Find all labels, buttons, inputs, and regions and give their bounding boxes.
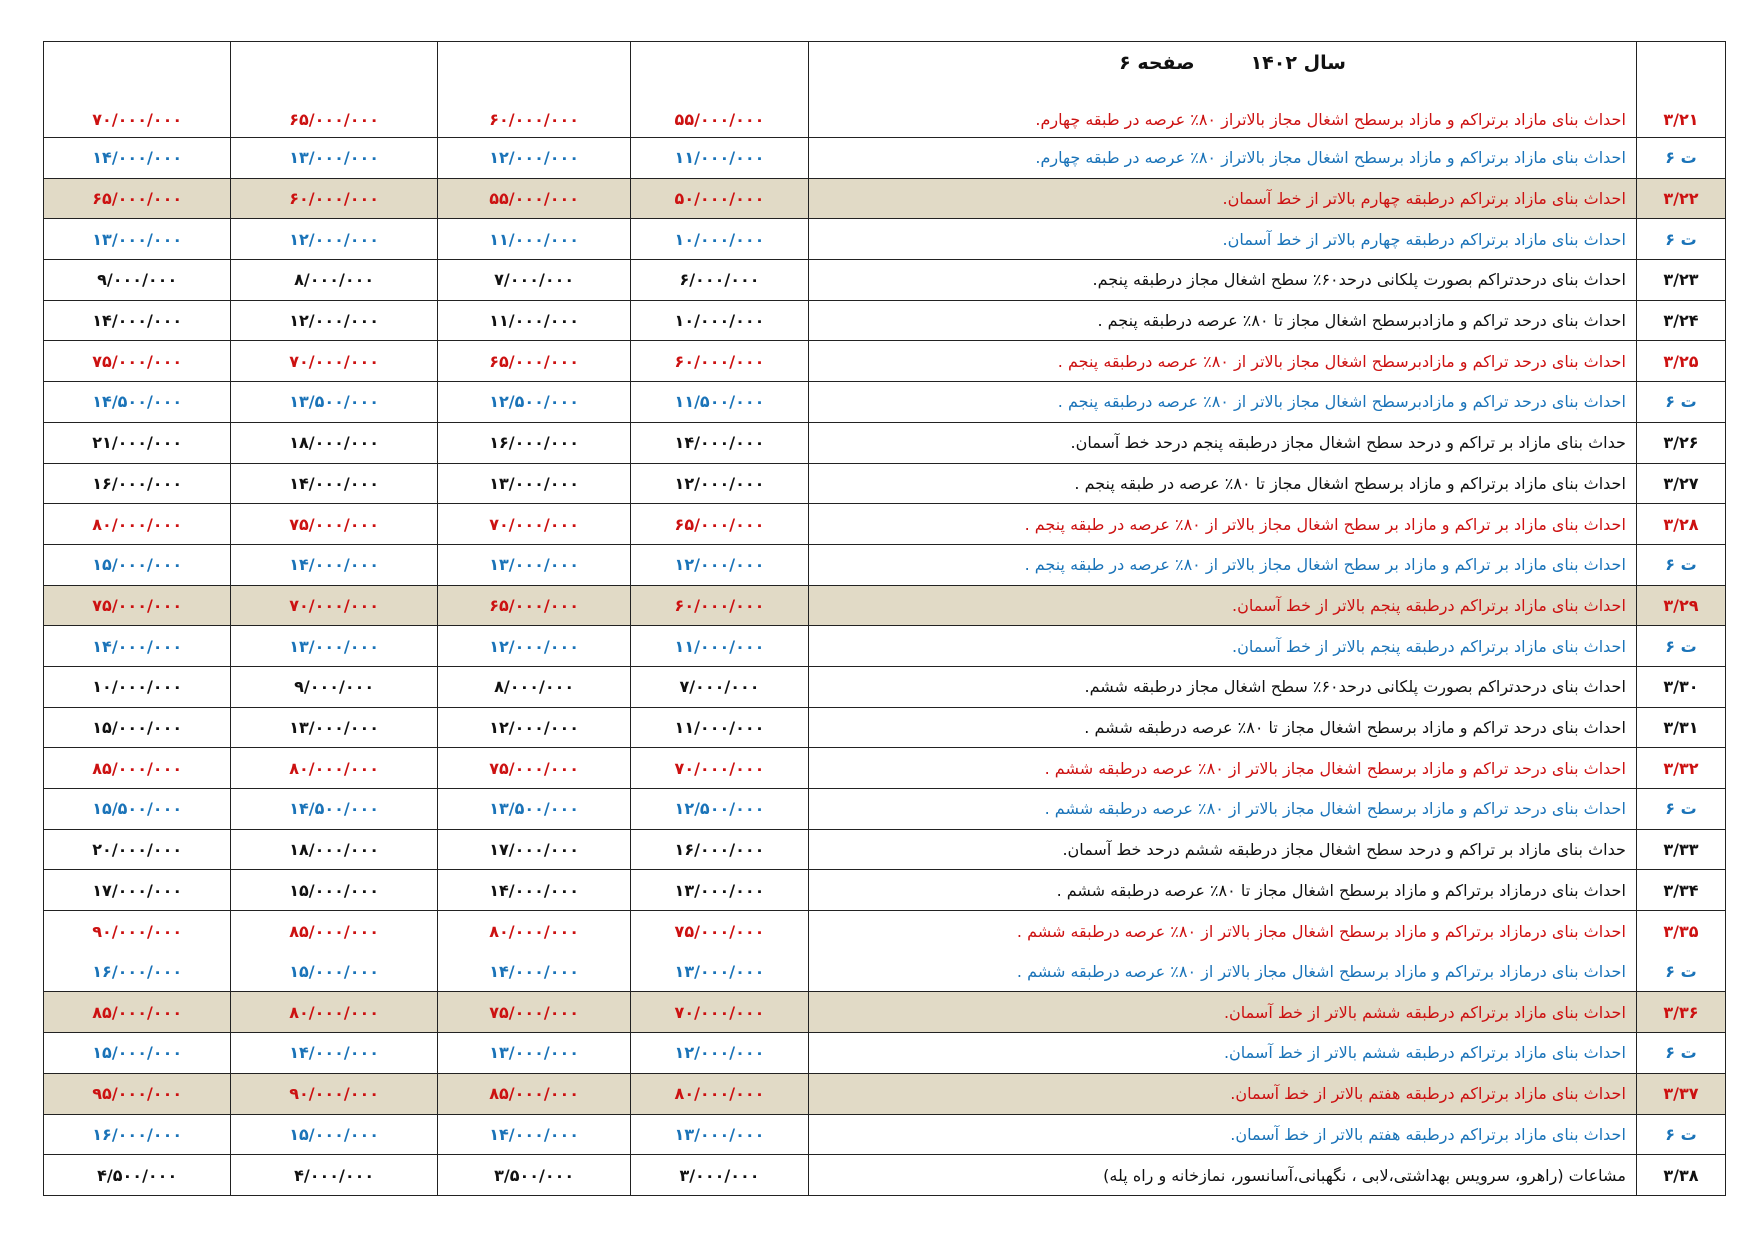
row-value-1: ۱۲/۰۰۰/۰۰۰ — [631, 463, 808, 504]
table-row — [44, 138, 1726, 179]
table-row — [44, 219, 1726, 260]
row-value-4: ۷۰/۰۰۰/۰۰۰ — [44, 42, 231, 138]
row-value-2: ۷۵/۰۰۰/۰۰۰ — [437, 992, 630, 1033]
row-code: ۳/۲۵ — [1636, 341, 1725, 382]
row-value-2: ۱۳/۰۰۰/۰۰۰ — [437, 1033, 630, 1074]
row-value-1: ۸۰/۰۰۰/۰۰۰ — [631, 1073, 808, 1114]
row-code: ۳/۳۶ — [1636, 992, 1725, 1033]
row-value-1: ۱۳/۰۰۰/۰۰۰ — [631, 870, 808, 911]
row-value-4: ۱۶/۰۰۰/۰۰۰ — [44, 951, 231, 992]
row-value-3: ۸۵/۰۰۰/۰۰۰ — [231, 911, 438, 952]
row-description: حداث بنای مازاد بر تراکم و درحد سطح اشغال مجاز درطبقه پنجم درحد خط آسمان. — [808, 422, 1636, 463]
row-code: ۳/۲۹ — [1636, 585, 1725, 626]
row-value-2: ۱۲/۰۰۰/۰۰۰ — [437, 138, 630, 179]
row-value-1: ۱۱/۰۰۰/۰۰۰ — [631, 707, 808, 748]
row-code: ۳/۲۳ — [1636, 260, 1725, 301]
row-value-1: ۱۱/۵۰۰/۰۰۰ — [631, 382, 808, 423]
row-description-text: احداث بنای مازاد برتراکم و مازاد برسطح اشغال مجاز بالاتراز ۸۰٪ عرصه در طبقه چهارم. — [1035, 110, 1626, 129]
row-value-2: ۷۰/۰۰۰/۰۰۰ — [437, 504, 630, 545]
row-description: احداث بنای درحدتراکم بصورت پلکانی درحد۶۰٪ سطح اشغال مجاز درطبقه پنجم. — [808, 260, 1636, 301]
table-row — [44, 911, 1726, 952]
row-value-2: ۸/۰۰۰/۰۰۰ — [437, 666, 630, 707]
row-value-2: ۵۵/۰۰۰/۰۰۰ — [437, 178, 630, 219]
row-value-1: ۳/۰۰۰/۰۰۰ — [631, 1155, 808, 1196]
row-value-1: ۱۲/۵۰۰/۰۰۰ — [631, 789, 808, 830]
row-code: ت ۶ — [1636, 789, 1725, 830]
row-code: ۳/۲۲ — [1636, 178, 1725, 219]
table-row — [44, 1073, 1726, 1114]
row-value-4: ۲۱/۰۰۰/۰۰۰ — [44, 422, 231, 463]
row-description: احداث بنای درمازاد برتراکم و مازاد برسطح اشغال مجاز بالاتر از ۸۰٪ عرصه درطبقه ششم . — [808, 951, 1636, 992]
row-value-4: ۱۷/۰۰۰/۰۰۰ — [44, 870, 231, 911]
tariff-table-body — [44, 42, 1726, 1196]
row-code: ۳/۲۷ — [1636, 463, 1725, 504]
row-description — [808, 42, 1636, 138]
row-code: ۳/۳۰ — [1636, 666, 1725, 707]
row-value-3: ۷۵/۰۰۰/۰۰۰ — [231, 504, 438, 545]
year-label: سال ۱۴۰۲ — [1250, 52, 1346, 74]
row-value-3: ۱۴/۵۰۰/۰۰۰ — [231, 789, 438, 830]
row-description: احداث بنای مازاد بر تراکم و مازاد بر سطح اشغال مجاز بالاتر از ۸۰٪ عرصه در طبقه پنجم . — [808, 504, 1636, 545]
row-value-2: ۶۰/۰۰۰/۰۰۰ — [437, 42, 630, 138]
row-value-2: ۱۲/۰۰۰/۰۰۰ — [437, 626, 630, 667]
page-number-label: صفحه ۶ — [1119, 52, 1195, 74]
row-code: ۳/۲۴ — [1636, 300, 1725, 341]
row-value-2: ۱۴/۰۰۰/۰۰۰ — [437, 951, 630, 992]
table-row — [44, 341, 1726, 382]
table-row — [44, 42, 1726, 138]
row-value-3: ۱۳/۰۰۰/۰۰۰ — [231, 707, 438, 748]
row-value-3: ۸/۰۰۰/۰۰۰ — [231, 260, 438, 301]
row-value-3: ۱۵/۰۰۰/۰۰۰ — [231, 951, 438, 992]
row-value-2: ۱۷/۰۰۰/۰۰۰ — [437, 829, 630, 870]
row-value-3: ۱۴/۰۰۰/۰۰۰ — [231, 463, 438, 504]
table-row — [44, 870, 1726, 911]
table-row — [44, 626, 1726, 667]
row-description: احداث بنای مازاد برتراکم و مازاد برسطح اشغال مجاز تا ۸۰٪ عرصه در طبقه پنجم . — [808, 463, 1636, 504]
row-value-1: ۱۳/۰۰۰/۰۰۰ — [631, 951, 808, 992]
row-value-4: ۱۰/۰۰۰/۰۰۰ — [44, 666, 231, 707]
table-row — [44, 1155, 1726, 1196]
row-value-4: ۱۴/۰۰۰/۰۰۰ — [44, 300, 231, 341]
row-value-4: ۱۶/۰۰۰/۰۰۰ — [44, 463, 231, 504]
row-value-3: ۱۵/۰۰۰/۰۰۰ — [231, 1114, 438, 1155]
table-row — [44, 748, 1726, 789]
row-value-3: ۱۳/۰۰۰/۰۰۰ — [231, 138, 438, 179]
row-value-2: ۱۳/۰۰۰/۰۰۰ — [437, 463, 630, 504]
row-code: ۳/۳۵ — [1636, 911, 1725, 952]
row-value-3: ۱۴/۰۰۰/۰۰۰ — [231, 544, 438, 585]
row-value-3: ۸۰/۰۰۰/۰۰۰ — [231, 992, 438, 1033]
row-value-3: ۱۵/۰۰۰/۰۰۰ — [231, 870, 438, 911]
page-header — [1119, 52, 1346, 74]
row-description: احداث بنای درحد تراکم و مازاد برسطح اشغال مجاز تا ۸۰٪ عرصه درطبقه ششم . — [808, 707, 1636, 748]
row-description: احداث بنای مازاد برتراکم درطبقه هفتم بالاتر از خط آسمان. — [808, 1073, 1636, 1114]
row-value-4: ۸۵/۰۰۰/۰۰۰ — [44, 748, 231, 789]
row-value-1: ۷۰/۰۰۰/۰۰۰ — [631, 748, 808, 789]
row-value-4: ۸۰/۰۰۰/۰۰۰ — [44, 504, 231, 545]
row-description: حداث بنای مازاد بر تراکم و درحد سطح اشغال مجاز درطبقه ششم درحد خط آسمان. — [808, 829, 1636, 870]
table-row — [44, 300, 1726, 341]
row-code: ت ۶ — [1636, 382, 1725, 423]
row-value-1: ۷۵/۰۰۰/۰۰۰ — [631, 911, 808, 952]
row-value-1: ۱۲/۰۰۰/۰۰۰ — [631, 544, 808, 585]
table-row — [44, 789, 1726, 830]
row-value-3: ۷۰/۰۰۰/۰۰۰ — [231, 585, 438, 626]
row-value-3: ۸۰/۰۰۰/۰۰۰ — [231, 748, 438, 789]
row-value-2: ۱۱/۰۰۰/۰۰۰ — [437, 219, 630, 260]
row-value-1: ۷۰/۰۰۰/۰۰۰ — [631, 992, 808, 1033]
row-code: ت ۶ — [1636, 219, 1725, 260]
table-row — [44, 992, 1726, 1033]
table-row — [44, 260, 1726, 301]
row-value-3: ۱۸/۰۰۰/۰۰۰ — [231, 829, 438, 870]
row-description: احداث بنای مازاد برتراکم درطبقه ششم بالاتر از خط آسمان. — [808, 1033, 1636, 1074]
row-value-3: ۷۰/۰۰۰/۰۰۰ — [231, 341, 438, 382]
table-row — [44, 585, 1726, 626]
row-value-4: ۹/۰۰۰/۰۰۰ — [44, 260, 231, 301]
row-value-3: ۹/۰۰۰/۰۰۰ — [231, 666, 438, 707]
table-row — [44, 544, 1726, 585]
row-value-3: ۱۴/۰۰۰/۰۰۰ — [231, 1033, 438, 1074]
row-value-4: ۱۵/۰۰۰/۰۰۰ — [44, 707, 231, 748]
row-description: مشاعات (راهرو، سرویس بهداشتی،لابی ، نگهبانی،آسانسور، نمازخانه و راه پله) — [808, 1155, 1636, 1196]
row-value-3: ۱۲/۰۰۰/۰۰۰ — [231, 300, 438, 341]
row-value-2: ۷۵/۰۰۰/۰۰۰ — [437, 748, 630, 789]
row-description: احداث بنای مازاد برتراکم و مازاد برسطح اشغال مجاز بالاتراز ۸۰٪ عرصه در طبقه چهارم. — [808, 138, 1636, 179]
table-row — [44, 829, 1726, 870]
table-row — [44, 707, 1726, 748]
row-code: ت ۶ — [1636, 626, 1725, 667]
row-code: ۳/۳۸ — [1636, 1155, 1725, 1196]
row-code: ت ۶ — [1636, 951, 1725, 992]
row-value-4: ۴/۵۰۰/۰۰۰ — [44, 1155, 231, 1196]
row-value-1: ۱۶/۰۰۰/۰۰۰ — [631, 829, 808, 870]
table-row — [44, 951, 1726, 992]
row-description: احداث بنای مازاد برتراکم درطبقه چهارم بالاتر از خط آسمان. — [808, 219, 1636, 260]
row-code: ۳/۳۲ — [1636, 748, 1725, 789]
row-value-2: ۸۵/۰۰۰/۰۰۰ — [437, 1073, 630, 1114]
row-value-2: ۱۳/۰۰۰/۰۰۰ — [437, 544, 630, 585]
row-value-2: ۱۴/۰۰۰/۰۰۰ — [437, 1114, 630, 1155]
row-value-4: ۱۳/۰۰۰/۰۰۰ — [44, 219, 231, 260]
row-value-3: ۱۸/۰۰۰/۰۰۰ — [231, 422, 438, 463]
row-value-3: ۶۰/۰۰۰/۰۰۰ — [231, 178, 438, 219]
row-value-4: ۱۶/۰۰۰/۰۰۰ — [44, 1114, 231, 1155]
row-value-4: ۹۵/۰۰۰/۰۰۰ — [44, 1073, 231, 1114]
row-value-2: ۱۶/۰۰۰/۰۰۰ — [437, 422, 630, 463]
row-description: احداث بنای مازاد برتراکم درطبقه چهارم بالاتر از خط آسمان. — [808, 178, 1636, 219]
row-value-2: ۷/۰۰۰/۰۰۰ — [437, 260, 630, 301]
row-value-3: ۱۳/۰۰۰/۰۰۰ — [231, 626, 438, 667]
row-value-3: ۶۵/۰۰۰/۰۰۰ — [231, 42, 438, 138]
table-row — [44, 504, 1726, 545]
row-description: احداث بنای درحد تراکم و مازاد برسطح اشغال مجاز بالاتر از ۸۰٪ عرصه درطبقه ششم . — [808, 789, 1636, 830]
row-value-4: ۱۴/۵۰۰/۰۰۰ — [44, 382, 231, 423]
row-code: ۳/۲۶ — [1636, 422, 1725, 463]
row-value-4: ۲۰/۰۰۰/۰۰۰ — [44, 829, 231, 870]
row-value-2: ۶۵/۰۰۰/۰۰۰ — [437, 585, 630, 626]
row-value-1: ۷/۰۰۰/۰۰۰ — [631, 666, 808, 707]
row-description: احداث بنای مازاد برتراکم درطبقه پنجم بالاتر از خط آسمان. — [808, 626, 1636, 667]
row-code: ت ۶ — [1636, 1033, 1725, 1074]
row-description: احداث بنای درحد تراکم و مازاد برسطح اشغال مجاز بالاتر از ۸۰٪ عرصه درطبقه ششم . — [808, 748, 1636, 789]
row-value-4: ۱۵/۰۰۰/۰۰۰ — [44, 544, 231, 585]
row-value-2: ۳/۵۰۰/۰۰۰ — [437, 1155, 630, 1196]
row-value-1: ۵۵/۰۰۰/۰۰۰ — [631, 42, 808, 138]
row-code: ۳/۳۷ — [1636, 1073, 1725, 1114]
table-row — [44, 666, 1726, 707]
row-description: احداث بنای مازاد بر تراکم و مازاد بر سطح اشغال مجاز بالاتر از ۸۰٪ عرصه در طبقه پنجم . — [808, 544, 1636, 585]
row-description: احداث بنای درحد تراکم و مازادبرسطح اشغال مجاز بالاتر از ۸۰٪ عرصه درطبقه پنجم . — [808, 341, 1636, 382]
row-value-2: ۱۴/۰۰۰/۰۰۰ — [437, 870, 630, 911]
row-value-4: ۸۵/۰۰۰/۰۰۰ — [44, 992, 231, 1033]
row-value-1: ۶/۰۰۰/۰۰۰ — [631, 260, 808, 301]
row-description: احداث بنای مازاد برتراکم درطبقه ششم بالاتر از خط آسمان. — [808, 992, 1636, 1033]
row-value-1: ۶۵/۰۰۰/۰۰۰ — [631, 504, 808, 545]
row-code: ت ۶ — [1636, 1114, 1725, 1155]
row-value-4: ۷۵/۰۰۰/۰۰۰ — [44, 341, 231, 382]
row-value-4: ۱۴/۰۰۰/۰۰۰ — [44, 626, 231, 667]
row-code: ۳/۲۱ — [1636, 42, 1725, 138]
row-code: ت ۶ — [1636, 544, 1725, 585]
table-row — [44, 422, 1726, 463]
row-value-1: ۵۰/۰۰۰/۰۰۰ — [631, 178, 808, 219]
row-value-1: ۱۳/۰۰۰/۰۰۰ — [631, 1114, 808, 1155]
row-value-4: ۱۵/۰۰۰/۰۰۰ — [44, 1033, 231, 1074]
row-value-2: ۶۵/۰۰۰/۰۰۰ — [437, 341, 630, 382]
row-code: ۳/۳۳ — [1636, 829, 1725, 870]
row-value-1: ۶۰/۰۰۰/۰۰۰ — [631, 341, 808, 382]
row-description: احداث بنای درمازاد برتراکم و مازاد برسطح اشغال مجاز تا ۸۰٪ عرصه درطبقه ششم . — [808, 870, 1636, 911]
row-value-2: ۸۰/۰۰۰/۰۰۰ — [437, 911, 630, 952]
row-value-2: ۱۲/۵۰۰/۰۰۰ — [437, 382, 630, 423]
row-code: ت ۶ — [1636, 138, 1725, 179]
row-value-4: ۱۴/۰۰۰/۰۰۰ — [44, 138, 231, 179]
table-row — [44, 382, 1726, 423]
row-value-1: ۱۱/۰۰۰/۰۰۰ — [631, 626, 808, 667]
row-value-3: ۹۰/۰۰۰/۰۰۰ — [231, 1073, 438, 1114]
row-value-3: ۱۳/۵۰۰/۰۰۰ — [231, 382, 438, 423]
row-value-1: ۱۰/۰۰۰/۰۰۰ — [631, 300, 808, 341]
row-code: ۳/۳۱ — [1636, 707, 1725, 748]
row-value-1: ۱۴/۰۰۰/۰۰۰ — [631, 422, 808, 463]
row-description: احداث بنای مازاد برتراکم درطبقه پنجم بالاتر از خط آسمان. — [808, 585, 1636, 626]
row-value-1: ۱۰/۰۰۰/۰۰۰ — [631, 219, 808, 260]
row-value-1: ۶۰/۰۰۰/۰۰۰ — [631, 585, 808, 626]
row-value-4: ۹۰/۰۰۰/۰۰۰ — [44, 911, 231, 952]
row-description: احداث بنای درمازاد برتراکم و مازاد برسطح اشغال مجاز بالاتر از ۸۰٪ عرصه درطبقه ششم . — [808, 911, 1636, 952]
row-value-2: ۱۲/۰۰۰/۰۰۰ — [437, 707, 630, 748]
table-row — [44, 178, 1726, 219]
row-value-3: ۱۲/۰۰۰/۰۰۰ — [231, 219, 438, 260]
row-value-4: ۱۵/۵۰۰/۰۰۰ — [44, 789, 231, 830]
row-description: احداث بنای مازاد برتراکم درطبقه هفتم بالاتر از خط آسمان. — [808, 1114, 1636, 1155]
row-description: احداث بنای درحد تراکم و مازادبرسطح اشغال مجاز تا ۸۰٪ عرصه درطبقه پنجم . — [808, 300, 1636, 341]
row-value-3: ۴/۰۰۰/۰۰۰ — [231, 1155, 438, 1196]
table-row — [44, 1033, 1726, 1074]
row-value-2: ۱۳/۵۰۰/۰۰۰ — [437, 789, 630, 830]
row-value-4: ۶۵/۰۰۰/۰۰۰ — [44, 178, 231, 219]
row-value-1: ۱۱/۰۰۰/۰۰۰ — [631, 138, 808, 179]
table-row — [44, 463, 1726, 504]
table-row — [44, 1114, 1726, 1155]
row-code: ۳/۳۴ — [1636, 870, 1725, 911]
row-description: احداث بنای درحد تراکم و مازادبرسطح اشغال مجاز بالاتر از ۸۰٪ عرصه درطبقه پنجم . — [808, 382, 1636, 423]
row-value-4: ۷۵/۰۰۰/۰۰۰ — [44, 585, 231, 626]
row-code: ۳/۲۸ — [1636, 504, 1725, 545]
row-value-1: ۱۲/۰۰۰/۰۰۰ — [631, 1033, 808, 1074]
tariff-table — [43, 41, 1726, 1196]
row-value-2: ۱۱/۰۰۰/۰۰۰ — [437, 300, 630, 341]
row-description: احداث بنای درحدتراکم بصورت پلکانی درحد۶۰٪ سطح اشغال مجاز درطبقه ششم. — [808, 666, 1636, 707]
